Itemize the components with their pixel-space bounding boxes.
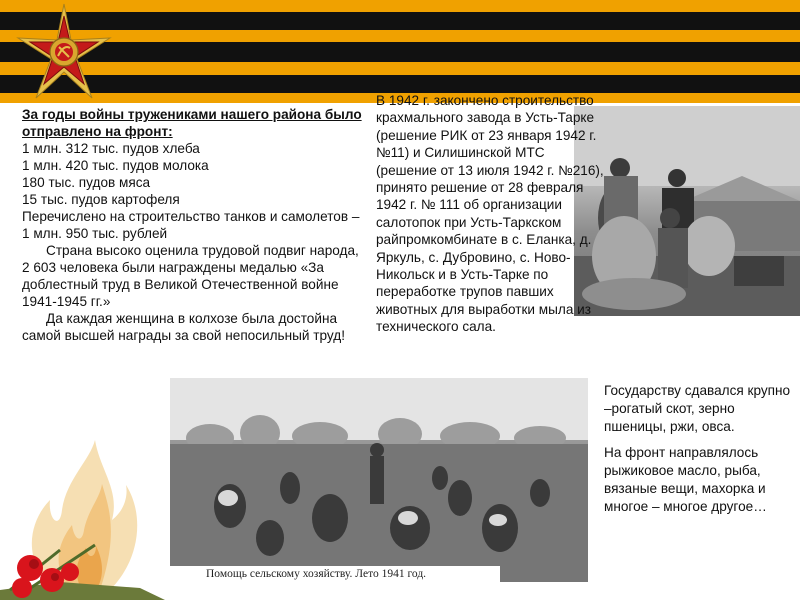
women-paragraph: Да каждая женщина в колхозе была достойна самой высшей награды за свой непосильный труд! xyxy=(22,311,345,343)
state-deliveries-text xyxy=(604,382,794,524)
order-of-patriotic-war-icon xyxy=(14,2,114,102)
award-paragraph: Страна высоко оценила трудовой подвиг народа, 2 603 человека были награждены медалью «За доблестный труд в Великой Отечественной войне 1941-1945 гг.» xyxy=(22,243,359,309)
construction-paragraph: В 1942 г. закончено строительство крахмального завода в Усть-Тарке (решение РИК от 23 января 1942 г. №11) и Силишинской МТС (решение от 13 июля 1942 г. №216), принято решение от 28 февраля 1942 г. № 111 об организации салотопок при Усть-Таркском райпромкомбинате в с. Еланка, д. Яркуль, с. Дубровино, с. Ново-Никольск и в Усть-Тарке по переработке трупов павших животных для выработки мыла из технического сала. xyxy=(376,93,604,335)
construction-text xyxy=(376,92,604,336)
list-item: 180 тыс. пудов мяса xyxy=(22,175,151,190)
front-goods-paragraph: На фронт направлялось рыжиковое масло, рыба, вязаные вещи, махорка и многое – многое другое… xyxy=(604,445,767,514)
photo-caption: Помощь сельскому хозяйству. Лето 1941 год. xyxy=(170,566,500,582)
workers-photo xyxy=(574,106,800,316)
st-george-ribbon xyxy=(0,0,800,105)
list-item: 1 млн. 312 тыс. пудов хлеба xyxy=(22,141,200,156)
list-item: Перечислено на строительство танков и самолетов – 1 млн. 950 тыс. рублей xyxy=(22,209,360,241)
list-item: 15 тыс. пудов картофеля xyxy=(22,192,180,207)
front-supplies-text xyxy=(22,106,367,344)
list-item: 1 млн. 420 тыс. пудов молока xyxy=(22,158,209,173)
cattle-paragraph: Государству сдавался крупно –рогатый скот, зерно пшеницы, ржи, овса. xyxy=(604,383,791,434)
eternal-flame-icon xyxy=(0,440,165,600)
front-supplies-heading: За годы войны тружениками нашего района было отправлено на фронт: xyxy=(22,107,362,139)
field-work-photo xyxy=(170,378,588,582)
